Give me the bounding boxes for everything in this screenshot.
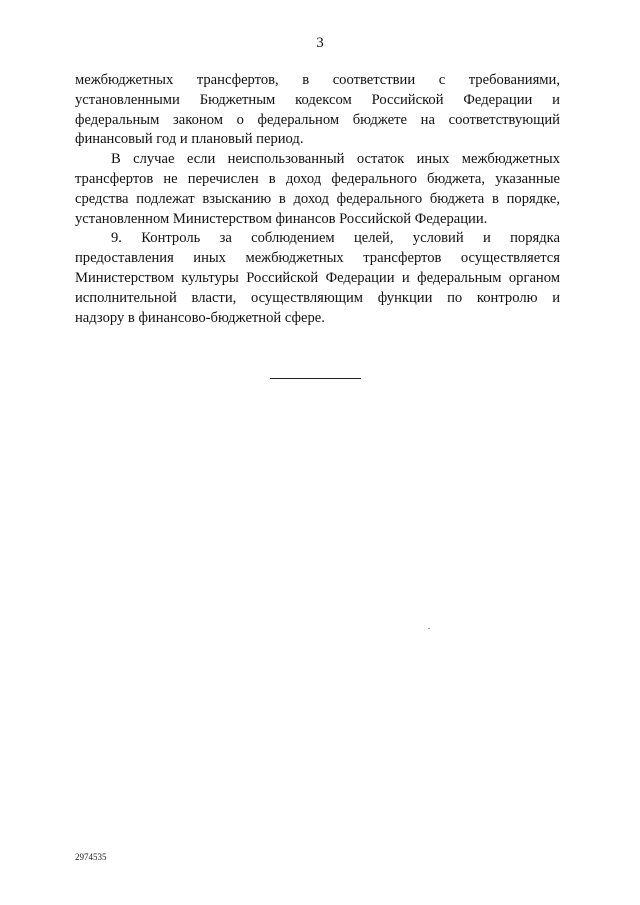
- scan-speck: [428, 628, 430, 629]
- page-number: 3: [316, 35, 324, 51]
- end-of-text-divider: [270, 378, 361, 379]
- text-line: исполнительной власти, осуществляющим функции по контролю и: [75, 289, 560, 306]
- text-line: установленном Министерством финансов Российской Федерации.: [75, 210, 488, 227]
- text-line: установленными Бюджетным кодексом Российской Федерации и: [75, 91, 560, 108]
- text-line: трансфертов не перечислен в доход федерального бюджета, указанные: [75, 170, 560, 187]
- text-line: межбюджетных трансфертов, в соответствии с требованиями,: [75, 72, 560, 88]
- text-line: В случае если неиспользованный остаток иных межбюджетных: [111, 151, 560, 168]
- paragraph-continuation: [75, 71, 560, 150]
- paragraph-unused-balance: [75, 150, 560, 229]
- paragraph-control-clause-9: [75, 229, 560, 328]
- text-line: 9. Контроль за соблюдением целей, условий и порядка: [111, 230, 560, 247]
- document-code: 2974535: [75, 852, 107, 862]
- text-line: надзору в финансово-бюджетной сфере.: [75, 309, 325, 326]
- text-line: финансовый год и плановый период.: [75, 131, 304, 148]
- text-line: федеральным законом о федеральном бюджете на соответствующий: [75, 111, 560, 128]
- document-body: [75, 71, 560, 328]
- text-line: Министерством культуры Российской Федерации и федеральным органом: [75, 269, 560, 286]
- text-line: предоставления иных межбюджетных трансфертов осуществляется: [75, 250, 560, 267]
- text-line: средства подлежат взысканию в доход федерального бюджета в порядке,: [75, 190, 560, 207]
